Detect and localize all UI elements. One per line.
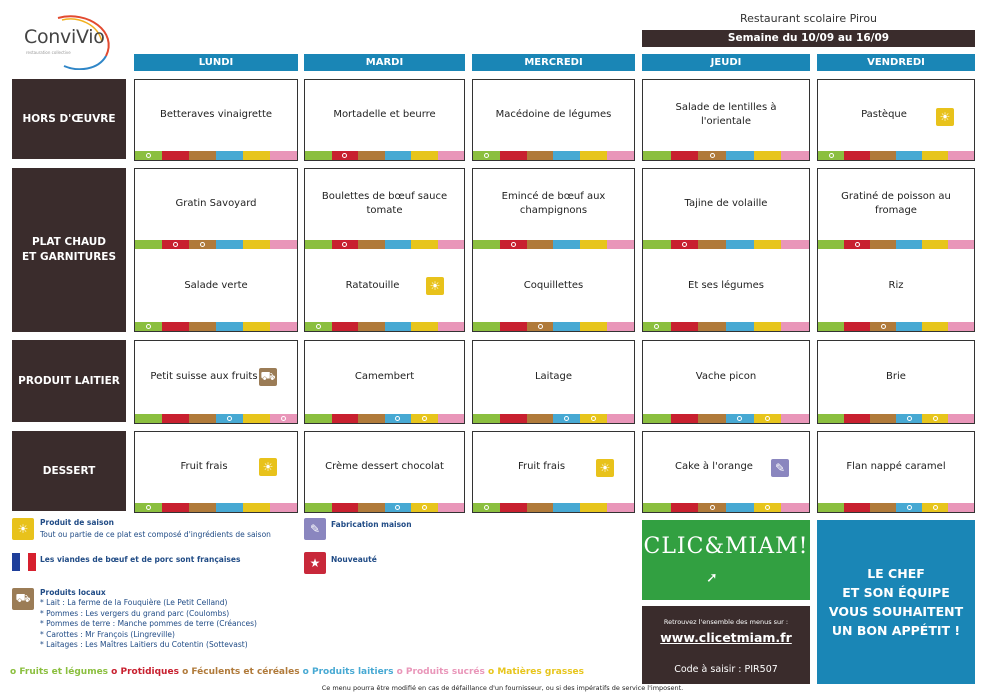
dish-name: Emincé de bœuf aux champignons: [501, 191, 606, 216]
category-matieres-grasses: o Matières grasses: [484, 667, 585, 677]
side-dish-name: Coquillettes: [523, 280, 584, 291]
menu-cell: [304, 431, 465, 513]
nutrition-bar: [305, 503, 464, 512]
category-sucres: o Produits sucrés: [393, 667, 485, 677]
tractor-icon: ⛟: [259, 368, 277, 386]
nutrition-bar: [473, 503, 634, 512]
dish-name: Fruit frais: [180, 461, 228, 472]
nutrition-bar: [643, 414, 809, 423]
category-feculents: o Féculents et céréales: [178, 667, 300, 677]
dish-name: Boulettes de bœuf sauce tomate: [321, 191, 448, 216]
day-header-mardi: MARDI: [304, 54, 465, 71]
local-producer: * Pommes : Les vergers du grand parc (Coulombs): [40, 608, 230, 618]
website-panel: [642, 606, 810, 684]
menu-cell: [134, 168, 298, 332]
sun-icon: ☀: [596, 459, 614, 477]
day-header-lundi: LUNDI: [134, 54, 298, 71]
dish-name: Mortadelle et beurre: [333, 109, 436, 120]
dish-name: Flan nappé caramel: [846, 461, 946, 472]
sun-icon: ☀: [936, 108, 954, 126]
school-name: Restaurant scolaire Pirou: [739, 12, 878, 25]
dish-name: Gratiné de poisson au fromage: [841, 191, 951, 216]
nutrition-bar: [818, 414, 974, 423]
nutrition-bar: [135, 240, 297, 249]
menu-cell: [134, 340, 298, 424]
nutrition-bar: [643, 322, 809, 331]
nutrition-bar: [305, 240, 464, 249]
nutrition-bar: [818, 322, 974, 331]
legend-saison-title: Produit de saison: [40, 518, 114, 527]
sun-icon: ☀: [259, 458, 277, 476]
menu-cell: [817, 340, 975, 424]
legend-locaux-list: [40, 598, 300, 651]
dish-name: Pastèque: [861, 109, 907, 120]
category-protidiques: o Protidiques: [108, 667, 179, 677]
nutrition-bar: [305, 322, 464, 331]
nutrition-bar: [818, 151, 974, 160]
local-producer: * Laitages : Les Maîtres Laitiers du Cotentin (Sottevast): [40, 640, 248, 649]
day-header-mercredi: MERCREDI: [472, 54, 635, 71]
nutrition-bar: [135, 322, 297, 331]
food-category-legend: [10, 667, 630, 677]
menu-cell: [304, 168, 465, 332]
menu-cell: [642, 431, 810, 513]
menu-cell: [304, 79, 465, 161]
nutrition-bar: [473, 322, 634, 331]
menu-cell: [304, 340, 465, 424]
legend-maison: Fabrication maison: [331, 520, 412, 529]
nutrition-bar: [135, 151, 297, 160]
legend-saison-desc: Tout ou partie de ce plat est composé d'ingrédients de saison: [40, 530, 271, 539]
menu-cell: [134, 431, 298, 513]
menu-cell: [642, 168, 810, 332]
category-fruits-legumes: o Fruits et légumes: [10, 667, 109, 677]
website-intro: Retrouvez l'ensemble des menus sur :: [663, 618, 789, 626]
logo-text: ConviVio: [24, 26, 105, 48]
chef-line: LE CHEF: [867, 566, 925, 581]
menu-cell: [642, 340, 810, 424]
website-link[interactable]: www.clicetmiam.fr: [660, 630, 792, 645]
dish-name: Fruit frais: [517, 461, 566, 472]
menu-cell: [134, 79, 298, 161]
week-banner: Semaine du 10/09 au 16/09: [642, 30, 975, 47]
row-label-produit-laitier: PRODUIT LAITIER: [12, 340, 126, 422]
local-producer: * Pommes de terre : Manche pommes de terre (Créances): [40, 619, 257, 628]
menu-cell: [472, 340, 635, 424]
menu-cell: [817, 168, 975, 332]
menu-cell: [642, 79, 810, 161]
menu-cell: [472, 168, 635, 332]
dish-name: Betteraves vinaigrette: [159, 109, 273, 120]
chef-message-panel: [817, 520, 975, 684]
dish-name: Petit suisse aux fruits: [150, 371, 258, 382]
star-icon: ★: [304, 552, 326, 574]
legend-locaux-title: Produits locaux: [40, 588, 106, 597]
dish-name: Crème dessert chocolat: [325, 461, 444, 472]
day-header-vendredi: VENDREDI: [817, 54, 975, 71]
dish-name: Salade de lentilles à l'orientale: [675, 102, 777, 127]
cursor-icon: ➚: [706, 570, 718, 586]
chef-line: VOUS SOUHAITENT: [828, 604, 964, 619]
nutrition-bar: [643, 151, 809, 160]
dish-name: Tajine de volaille: [684, 198, 768, 209]
chef-line: UN BON APPÉTIT !: [831, 623, 961, 638]
menu-cell: [817, 431, 975, 513]
row-label-plat-chaud: PLAT CHAUD ET GARNITURES: [12, 168, 126, 332]
nutrition-bar: [818, 503, 974, 512]
logo-tagline: restauration collective: [26, 50, 71, 55]
nutrition-bar: [473, 240, 634, 249]
clicetmiam-banner[interactable]: [642, 520, 810, 600]
nutrition-bar: [305, 414, 464, 423]
side-dish-name: Ratatouille: [345, 280, 400, 291]
side-dish-name: Et ses légumes: [688, 280, 764, 291]
convivio-logo: [18, 12, 118, 70]
tractor-icon: ⛟: [12, 588, 34, 610]
dish-name: Gratin Savoyard: [175, 198, 257, 209]
dish-name: Vache picon: [695, 371, 757, 382]
nutrition-bar: [135, 503, 297, 512]
side-dish-name: Salade verte: [184, 280, 248, 291]
nutrition-bar: [305, 151, 464, 160]
dish-name: Camembert: [354, 371, 415, 382]
dish-name: Brie: [886, 371, 906, 382]
clicetmiam-title: CLIC&MIAM!: [643, 534, 809, 559]
nutrition-bar: [473, 414, 634, 423]
local-producer: * Lait : La ferme de la Fouquière (Le Petit Celland): [40, 598, 228, 607]
category-laitiers: o Produits laitiers: [299, 667, 394, 677]
menu-cell: [472, 431, 635, 513]
menu-cell: [817, 79, 975, 161]
menu-cell: [472, 79, 635, 161]
row-label-dessert: DESSERT: [12, 431, 126, 511]
website-code: Code à saisir : PIR507: [674, 664, 778, 675]
nutrition-bar: [473, 151, 634, 160]
dish-name: Cake à l'orange: [675, 461, 753, 472]
french-flag-icon: [12, 553, 36, 571]
nutrition-bar: [643, 503, 809, 512]
whisk-icon: ✎: [771, 459, 789, 477]
row-label-hors-doeuvre: HORS D'ŒUVRE: [12, 79, 126, 159]
nutrition-bar: [135, 414, 297, 423]
sun-icon: ☀: [12, 518, 34, 540]
nutrition-bar: [818, 240, 974, 249]
legend-nouveaute: Nouveauté: [331, 555, 377, 564]
nutrition-bar: [643, 240, 809, 249]
chef-line: ET SON ÉQUIPE: [842, 585, 950, 600]
dish-name: Laitage: [534, 371, 573, 382]
day-header-jeudi: JEUDI: [642, 54, 810, 71]
local-producer: * Carottes : Mr François (Lingreville): [40, 629, 175, 639]
legend-viandes: Les viandes de bœuf et de porc sont françaises: [40, 555, 241, 564]
footer-note: Ce menu pourra être modifié en cas de défaillance d'un fournisseur, ou si des impératifs de service l'imposent.: [321, 684, 684, 692]
sun-icon: ☀: [426, 277, 444, 295]
dish-name: Macédoine de légumes: [495, 109, 612, 120]
side-dish-name: Riz: [888, 280, 904, 291]
whisk-icon: ✎: [304, 518, 326, 540]
